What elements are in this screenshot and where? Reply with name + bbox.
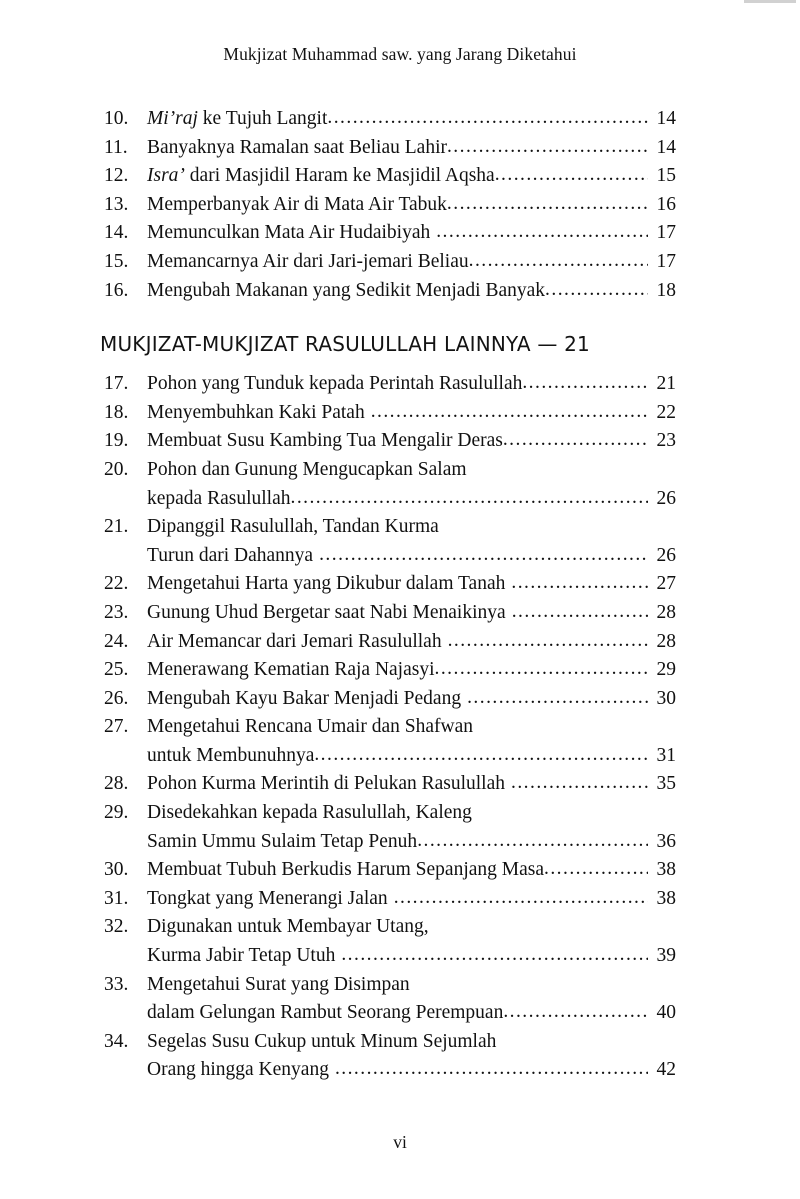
toc-entry-page-number[interactable]: 42 (656, 1059, 676, 1081)
toc-title-text: kepada Rasulullah (147, 487, 291, 509)
toc-entry[interactable] (104, 913, 676, 970)
toc-entry-line (147, 742, 676, 771)
toc-entry[interactable] (104, 856, 676, 885)
toc-entry[interactable] (104, 370, 676, 399)
toc-entry-line (147, 370, 676, 399)
toc-entry-page-number[interactable]: 27 (656, 573, 676, 595)
toc-entry-title (147, 828, 417, 857)
toc-entry-body (147, 799, 676, 856)
toc-entry-body (147, 105, 676, 134)
toc-entry[interactable] (104, 219, 676, 248)
toc-entry-line (147, 513, 676, 542)
toc-entry-line (147, 427, 676, 456)
toc-entry-body (147, 513, 676, 570)
toc-entry-title (147, 770, 511, 799)
toc-entry-title (147, 570, 511, 599)
dot-leader (436, 218, 648, 247)
toc-entry-page-number[interactable]: 14 (656, 136, 676, 158)
toc-title-text: Turun dari Dahannya (147, 544, 314, 566)
toc-entry-number: 26. (104, 687, 129, 709)
toc-entry-body (147, 248, 676, 277)
toc-entry-title (147, 656, 435, 685)
toc-entry-line (147, 277, 676, 306)
toc-entry-page-number[interactable]: 16 (656, 193, 676, 215)
toc-entry-body (147, 770, 676, 799)
dot-leader (335, 1055, 648, 1084)
toc-entry-body (147, 713, 676, 770)
toc-entry-page-number[interactable]: 26 (656, 487, 676, 509)
toc-title-text: Membuat Tubuh Berkudis Harum Sepanjang Masa (147, 859, 545, 881)
toc-entry-body (147, 456, 676, 513)
toc-entry-line (147, 456, 676, 485)
toc-entry-page-number[interactable]: 29 (656, 659, 676, 681)
dot-leader (447, 190, 648, 219)
toc-entry-body (147, 134, 676, 163)
dot-leader (314, 741, 648, 770)
toc-entry-body (147, 570, 676, 599)
toc-entry-title (147, 599, 512, 628)
toc-title-text: Pohon Kurma Merintih di Pelukan Rasulullah (147, 773, 506, 795)
toc-title-text: Memperbanyak Air di Mata Air Tabuk (147, 193, 447, 215)
toc-entry-body (147, 191, 676, 220)
dot-leader (503, 998, 648, 1027)
toc-entry-title (147, 399, 371, 428)
toc-entry[interactable] (104, 713, 676, 770)
toc-title-text: dalam Gelungan Rambut Seorang Perempuan (147, 1002, 504, 1024)
toc-entry-number: 32. (104, 916, 129, 938)
page-folio: vi (393, 1132, 407, 1152)
toc-entry-page-number[interactable]: 14 (656, 108, 676, 129)
toc-entry-page-number[interactable]: 38 (656, 859, 676, 881)
toc-entry-title (147, 685, 467, 714)
toc-entry-title (147, 513, 439, 542)
toc-entry-line (147, 105, 676, 134)
toc-entry-body (147, 277, 676, 306)
dot-leader (327, 104, 648, 133)
toc-entry-body (147, 370, 676, 399)
toc-entry-line (147, 1056, 676, 1085)
toc-entry-number: 28. (104, 773, 129, 795)
toc-title-text: Orang hingga Kenyang (147, 1059, 329, 1081)
toc-entry-body (147, 427, 676, 456)
toc-entry-number: 31. (104, 887, 129, 909)
dot-leader (503, 426, 648, 455)
toc-entry-number: 15. (104, 250, 129, 272)
toc-entry-line (147, 999, 676, 1028)
toc-entry-title (147, 1028, 496, 1057)
toc-entry-title (147, 742, 314, 771)
dot-leader (467, 684, 648, 713)
toc-entry-line (147, 1028, 676, 1057)
toc-entry[interactable] (104, 277, 676, 306)
toc-entry-line (147, 570, 676, 599)
dot-leader (545, 276, 648, 305)
dot-leader (544, 855, 648, 884)
toc-entry-number: 17. (104, 373, 129, 395)
toc-title-text: Memunculkan Mata Air Hudaibiyah (147, 222, 431, 244)
toc-entry[interactable] (104, 628, 676, 657)
dot-leader (394, 884, 648, 913)
toc-entry[interactable] (104, 799, 676, 856)
toc-entry[interactable] (104, 105, 676, 134)
toc-entry-page-number[interactable]: 30 (656, 687, 676, 709)
toc-entry-line (147, 219, 676, 248)
toc-entry-title (147, 162, 495, 191)
toc-entry-number: 22. (104, 573, 129, 595)
toc-entry-number: 30. (104, 859, 129, 881)
toc-entry[interactable] (104, 599, 676, 628)
toc-entry-page-number[interactable]: 22 (656, 401, 676, 423)
toc-entry-line (147, 856, 676, 885)
toc-entry-page-number[interactable]: 17 (656, 222, 676, 244)
toc-entry-number: 23. (104, 601, 129, 623)
dot-leader (447, 133, 648, 162)
toc-entry-line (147, 248, 676, 277)
toc-entry-number: 21. (104, 516, 129, 538)
toc-entry-title (147, 485, 291, 514)
toc-entry-line (147, 134, 676, 163)
dot-leader (448, 627, 648, 656)
toc-entry-line (147, 942, 676, 971)
toc-title-text: Segelas Susu Cukup untuk Minum Sejumlah (147, 1030, 497, 1052)
toc-entry-line (147, 770, 676, 799)
toc-entry-number: 29. (104, 802, 129, 824)
dot-leader (341, 941, 648, 970)
toc-entry[interactable] (104, 971, 676, 1028)
toc-entry-number: 14. (104, 222, 129, 244)
toc-entry-number: 13. (104, 193, 129, 215)
toc-entry-line (147, 599, 676, 628)
toc-entry[interactable] (104, 399, 676, 428)
section-heading: MUKJIZAT-MUKJIZAT RASULULLAH LAINNYA — 21 (100, 332, 590, 357)
toc-entry-body (147, 971, 676, 1028)
toc-entry[interactable] (104, 1028, 676, 1085)
toc-title-text: dari Masjidil Haram ke Masjidil Aqsha (184, 165, 495, 187)
toc-entry-title (147, 913, 429, 942)
toc-entry[interactable] (104, 570, 676, 599)
dot-leader (417, 827, 648, 856)
toc-entry-page-number[interactable]: 28 (656, 601, 676, 623)
dot-leader (371, 398, 648, 427)
toc-title-text: Pohon dan Gunung Mengucapkan Salam (147, 458, 467, 480)
toc-content (100, 105, 676, 1085)
toc-title-text: ke Tujuh Langit (197, 108, 328, 129)
toc-entry-body (147, 856, 676, 885)
toc-title-text: Dipanggil Rasulullah, Tandan Kurma (147, 516, 439, 538)
toc-entry-title (147, 1056, 335, 1085)
toc-entry-page-number[interactable]: 18 (656, 279, 676, 301)
toc-entry-body (147, 399, 676, 428)
toc-entry-body (147, 913, 676, 970)
dot-leader (319, 541, 648, 570)
toc-title-italic-term: Mi’raj (147, 108, 198, 129)
toc-title-text: untuk Membunuhnya (147, 744, 315, 766)
toc-entry-title (147, 999, 503, 1028)
toc-entry-title (147, 856, 544, 885)
toc-entry-line (147, 713, 676, 742)
toc-entry-body (147, 599, 676, 628)
toc-entry-line (147, 162, 676, 191)
toc-entry-page-number[interactable]: 38 (656, 887, 676, 909)
toc-entry[interactable] (104, 191, 676, 220)
toc-entry[interactable] (104, 770, 676, 799)
toc-entry-title (147, 942, 341, 971)
toc-entry-body (147, 628, 676, 657)
toc-entry-title (147, 799, 472, 828)
toc-title-italic-term: Isra’ (147, 165, 185, 187)
toc-entry-title (147, 628, 448, 657)
dot-leader (511, 769, 648, 798)
toc-entry-line (147, 799, 676, 828)
toc-entry-line (147, 628, 676, 657)
toc-title-text: Mengubah Makanan yang Sedikit Menjadi Banyak (147, 279, 546, 301)
toc-title-text: Mengetahui Surat yang Disimpan (147, 973, 410, 995)
toc-entry-line (147, 542, 676, 571)
toc-entry-title (147, 134, 447, 163)
toc-entry-body (147, 162, 676, 191)
toc-entry[interactable] (104, 656, 676, 685)
toc-title-text: Banyaknya Ramalan saat Beliau Lahir (147, 136, 447, 158)
toc-entry-line (147, 828, 676, 857)
toc-entry-page-number[interactable]: 21 (656, 373, 676, 395)
dot-leader (291, 484, 649, 513)
toc-entry-line (147, 191, 676, 220)
toc-entry-line (147, 913, 676, 942)
toc-entry-page-number[interactable]: 39 (656, 945, 676, 967)
toc-entry-line (147, 885, 676, 914)
toc-title-text: Air Memancar dari Jemari Rasulullah (147, 630, 442, 652)
dot-leader (495, 161, 648, 190)
toc-entry-body (147, 1028, 676, 1085)
toc-entry-number: 10. (104, 108, 129, 129)
toc-entry-title (147, 370, 522, 399)
toc-entry-number: 27. (104, 716, 129, 738)
toc-entry-page-number[interactable]: 26 (656, 544, 676, 566)
toc-entry[interactable] (104, 456, 676, 513)
toc-title-text: Gunung Uhud Bergetar saat Nabi Menaikinya (147, 601, 506, 623)
toc-entry-title (147, 885, 394, 914)
toc-entry-page-number[interactable]: 40 (656, 1002, 676, 1024)
toc-entry-number: 19. (104, 430, 129, 452)
toc-entry-page-number[interactable]: 23 (656, 430, 676, 452)
toc-title-text: Disedekahkan kepada Rasulullah, Kaleng (147, 802, 472, 824)
dot-leader (435, 655, 648, 684)
toc-list-section (104, 370, 676, 1085)
toc-entry-title (147, 219, 436, 248)
toc-title-text: Kurma Jabir Tetap Utuh (147, 945, 336, 967)
toc-entry-title (147, 713, 473, 742)
toc-entry-number: 12. (104, 165, 129, 187)
toc-entry-body (147, 685, 676, 714)
toc-title-text: Mengetahui Rencana Umair dan Shafwan (147, 716, 473, 738)
toc-title-text: Digunakan untuk Membayar Utang, (147, 916, 429, 938)
toc-entry-number: 25. (104, 659, 129, 681)
toc-entry-number: 11. (104, 136, 128, 158)
toc-entry-title (147, 277, 545, 306)
toc-entry-body (147, 885, 676, 914)
toc-entry[interactable] (104, 513, 676, 570)
toc-entry-title (147, 191, 447, 220)
dot-leader (511, 569, 648, 598)
toc-entry[interactable] (104, 248, 676, 277)
toc-entry-title (147, 971, 410, 1000)
toc-entry[interactable] (104, 134, 676, 163)
toc-entry-page-number[interactable]: 17 (656, 250, 676, 272)
dot-leader (512, 598, 648, 627)
toc-entry-title (147, 542, 319, 571)
toc-entry[interactable] (104, 427, 676, 456)
toc-list-continued (104, 105, 676, 305)
toc-entry-line (147, 399, 676, 428)
toc-entry-title (147, 456, 467, 485)
toc-entry-line (147, 685, 676, 714)
toc-title-text: Membuat Susu Kambing Tua Mengalir Deras (147, 430, 503, 452)
toc-title-text: Pohon yang Tunduk kepada Perintah Rasulullah (147, 373, 523, 395)
scan-artifact (744, 0, 796, 3)
toc-entry-page-number[interactable]: 31 (656, 744, 676, 766)
toc-title-text: Mengubah Kayu Bakar Menjadi Pedang (147, 687, 462, 709)
toc-entry-line (147, 971, 676, 1000)
toc-entry-title (147, 427, 503, 456)
toc-entry-page-number[interactable]: 36 (656, 830, 676, 852)
toc-title-text: Memancarnya Air dari Jari-jemari Beliau (147, 250, 469, 272)
toc-title-text: Tongkat yang Menerangi Jalan (147, 887, 388, 909)
toc-entry-number: 16. (104, 279, 129, 301)
toc-title-text: Menerawang Kematian Raja Najasyi (147, 659, 435, 681)
dot-leader (522, 369, 648, 398)
toc-entry-page-number[interactable]: 35 (656, 773, 676, 795)
toc-entry-number: 18. (104, 401, 129, 423)
toc-entry[interactable] (104, 162, 676, 191)
toc-entry-line (147, 656, 676, 685)
toc-entry-title (147, 248, 469, 277)
toc-entry-body (147, 656, 676, 685)
dot-leader (469, 247, 648, 276)
toc-title-text: Mengetahui Harta yang Dikubur dalam Tanah (147, 573, 506, 595)
toc-entry-number: 33. (104, 973, 129, 995)
toc-entry-line (147, 485, 676, 514)
toc-entry-page-number[interactable]: 15 (656, 165, 676, 187)
toc-entry-title (147, 105, 327, 134)
toc-title-text: Samin Ummu Sulaim Tetap Penuh (147, 830, 418, 852)
toc-entry-number: 34. (104, 1030, 129, 1052)
toc-entry-page-number[interactable]: 28 (656, 630, 676, 652)
toc-entry-number: 24. (104, 630, 129, 652)
toc-entry[interactable] (104, 885, 676, 914)
toc-entry-number: 20. (104, 458, 129, 480)
toc-entry-body (147, 219, 676, 248)
toc-title-text: Menyembuhkan Kaki Patah (147, 401, 365, 423)
toc-entry[interactable] (104, 685, 676, 714)
running-head: Mukjizat Muhammad saw. yang Jarang Diketahui (223, 44, 577, 64)
